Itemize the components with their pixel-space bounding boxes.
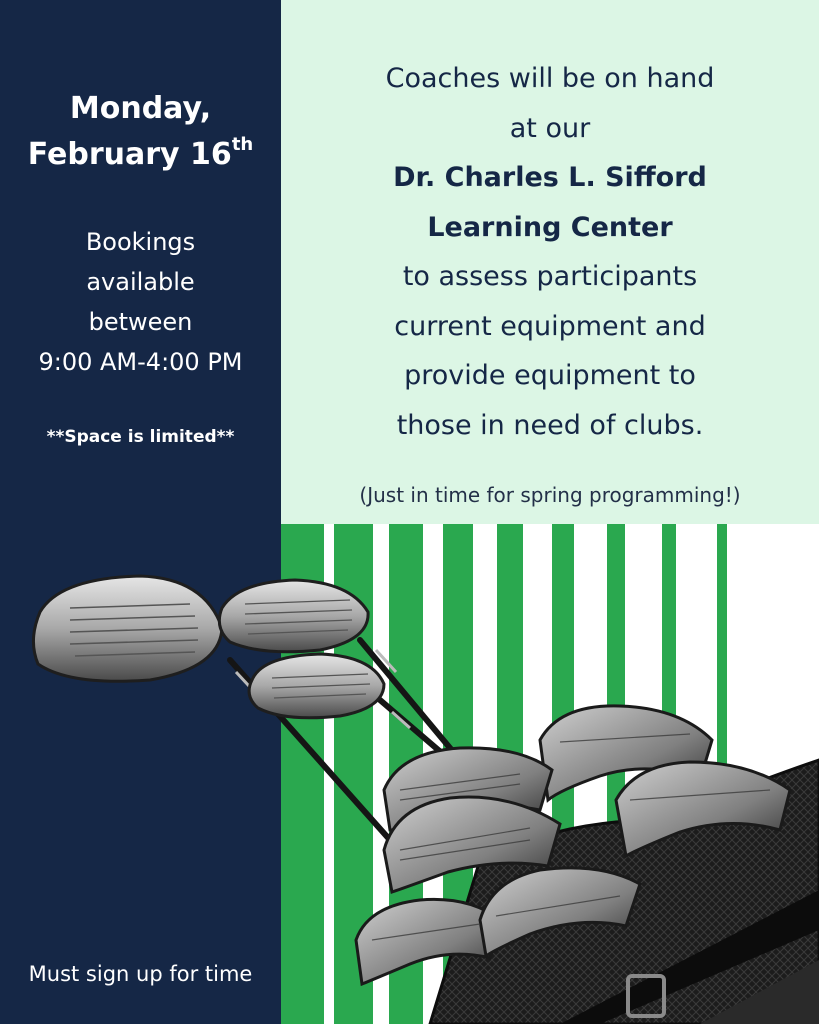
hybrid-head <box>249 654 384 718</box>
description-line: to assess participants <box>402 261 698 292</box>
date-day <box>0 132 281 178</box>
description-line: at our <box>509 112 591 144</box>
golf-clubs-image <box>0 560 819 1024</box>
description-line: Coaches will be on hand <box>385 63 715 94</box>
booking-line: available <box>86 268 195 296</box>
booking-time: 9:00 AM-4:00 PM <box>38 348 243 376</box>
center-name-line: Dr. Charles L. Sifford <box>393 162 707 193</box>
event-date <box>0 86 281 178</box>
date-ordinal: th <box>231 134 254 155</box>
description-line: provide equipment to <box>404 360 696 391</box>
space-limited-note: **Space is limited** <box>46 427 235 447</box>
fairway-wood-head <box>219 580 368 652</box>
date-weekday: Monday, <box>69 91 212 126</box>
date-month-day: February 16 <box>27 137 232 172</box>
booking-line: between <box>88 308 193 336</box>
spring-programming-note: (Just in time for spring programming!) <box>359 483 741 507</box>
booking-line: Bookings <box>85 228 196 256</box>
driver-head <box>33 576 222 681</box>
description-line: those in need of clubs. <box>396 409 704 441</box>
signup-note: Must sign up for time <box>28 962 253 986</box>
booking-info <box>0 222 281 382</box>
event-description <box>281 54 819 450</box>
description-line: current equipment and <box>394 310 706 342</box>
center-name-line: Learning Center <box>427 211 673 243</box>
